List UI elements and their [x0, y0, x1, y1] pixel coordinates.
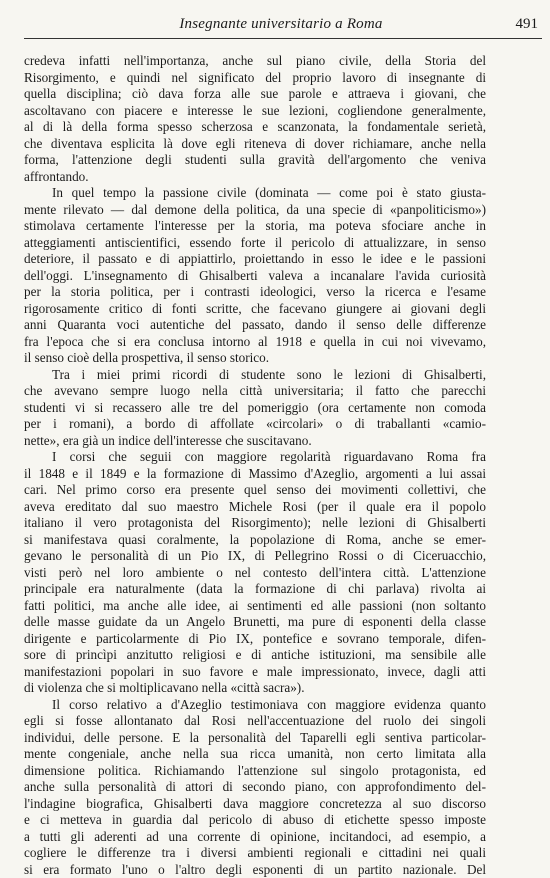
text-line: dirigente e particolarmente di Pio IX, pontefice e sovrano temporale, difen-	[24, 631, 486, 648]
text-line: sore di princìpi anzitutto religiosi e di antiche istituzioni, ma sensibile alle	[24, 647, 486, 664]
text-line: individui, delle persone. E la personalità del Taparelli egli sentiva particolar-	[24, 730, 486, 747]
running-title: Insegnante universitario a Roma	[24, 16, 538, 33]
text-line: atteggiamenti antiscientifici, essendo forte il pericolo di attualizzare, in senso	[24, 235, 486, 252]
text-line: italiano il vero protagonista del Risorgimento); nelle lezioni di Ghisalberti	[24, 515, 486, 532]
text-line: di violenza che si moltiplicavano nella «città sacra»).	[24, 680, 486, 697]
text-line: fatti politici, ma anche alle idee, ai sentimenti ed alle passioni (non soltanto	[24, 598, 486, 615]
paragraph	[24, 449, 486, 697]
text-line: e ci metteva in guardia dal pericolo di abuso di etichette spesso imposte	[24, 812, 486, 829]
text-line: delle masse guidate da un Angelo Brunetti, ma pure di esponenti della classe	[24, 614, 486, 631]
text-line: al di là della forma spesso scherzosa e scanzonata, la fondamentale serietà,	[24, 119, 486, 136]
text-line: visti però nel loro ambiente o nel contesto dell'intera città. L'attenzione	[24, 565, 486, 582]
text-line: il 1848 e il 1849 e la formazione di Massimo d'Azeglio, argomenti a lui assai	[24, 466, 486, 483]
text-line: Tra i miei primi ricordi di studente sono le lezioni di Ghisalberti,	[24, 367, 486, 384]
text-line: l'indagine biografica, Ghisalberti dava maggiore concretezza al suo discorso	[24, 796, 486, 813]
text-line: nette», era già un indice dell'interesse che suscitavano.	[24, 433, 486, 450]
paragraph	[24, 367, 486, 450]
text-line: principale era naturalmente (data la formazione di chi parlava) rivolta ai	[24, 581, 486, 598]
text-line: aveva ereditato dal suo maestro Michele Rosi (per il quale era il popolo	[24, 499, 486, 516]
paragraph	[24, 53, 486, 185]
text-line: anni Quaranta voci autentiche del passato, dando il senso delle differenze	[24, 317, 486, 334]
text-line: dell'oggi. L'insegnamento di Ghisalberti valeva a incanalare l'avida curiosità	[24, 268, 486, 285]
text-line: I corsi che seguii con maggiore regolarità riguardavano Roma fra	[24, 449, 486, 466]
text-line: ascoltavano con piacere e interesse le sue lezioni, cogliendone generalmente,	[24, 103, 486, 120]
text-line: fra l'epoca che si era conclusa intorno al 1918 e quella in cui noi vivevamo,	[24, 334, 486, 351]
text-line: credeva infatti nell'importanza, anche sul piano civile, della Storia del	[24, 53, 486, 70]
page-header	[24, 16, 538, 38]
text-line: In quel tempo la passione civile (dominata — come poi è stato giusta-	[24, 185, 486, 202]
text-line: rigorosamente critico di fonti scritte, che facevano giungere ai giovani degli	[24, 301, 486, 318]
text-line: che avevano sempre luogo nella città universitaria; il fatto che parecchi	[24, 383, 486, 400]
text-line: Il corso relativo a d'Azeglio testimoniava con maggiore evidenza quanto	[24, 697, 486, 714]
paragraph	[24, 697, 486, 878]
header-rule	[24, 38, 542, 39]
text-line: dimensione politica. Richiamando l'attenzione sul singolo protagonista, ed	[24, 763, 486, 780]
body-text	[24, 53, 486, 878]
text-line: mente congeniale, anche nella sua ricca umanità, non certo limitata alla	[24, 746, 486, 763]
text-line: per la storia politica, per i contrasti ideologici, verso la ricerca e l'esame	[24, 284, 486, 301]
text-line: quella disciplina; ciò dava forza alle sue parole e attraeva i giovani, che	[24, 86, 486, 103]
text-line: a tutti gli aderenti ad una corrente di opinione, incitandoci, ad esempio, a	[24, 829, 486, 846]
text-line: cogliere le differenze tra i diversi ambienti regionali e cittadini nei quali	[24, 845, 486, 862]
text-line: si era formato l'uno o l'altro degli esponenti di un partito nazionale. Del	[24, 862, 486, 878]
text-line: il senso cioè della prospettiva, il senso storico.	[24, 350, 486, 367]
page-number: 491	[516, 16, 539, 33]
text-line: deteriore, il passato e di appiattirlo, proiettando in esso le idee e le passioni	[24, 251, 486, 268]
text-line: manifestazioni popolari in suo favore e male impressionato, invece, dagli atti	[24, 664, 486, 681]
text-line: che diventava esplicita là dove egli riteneva di dover richiamare, anche nella	[24, 136, 486, 153]
text-line: anche sulla personalità di attori di secondo piano, con approfondimento del-	[24, 779, 486, 796]
text-line: affrontando.	[24, 169, 486, 186]
text-line: per i romani), a bordo di affollate «circolari» o di traballanti «camio-	[24, 416, 486, 433]
text-line: forma, l'attenzione degli studenti sulla gravità dell'argomento che veniva	[24, 152, 486, 169]
text-line: mente rilevato — dal demone della politica, da una specie di «panpoliticismo»)	[24, 202, 486, 219]
text-line: studenti vi si recassero alle tre del pomeriggio (ora certamente non comoda	[24, 400, 486, 417]
text-line: egli si fosse allontanato dal Rosi nell'accentuazione del ruolo dei singoli	[24, 713, 486, 730]
text-line: Risorgimento, e quindi nel significato del proprio lavoro di insegnante di	[24, 70, 486, 87]
text-line: stimolava certamente l'interesse per la storia, ma poteva sfociare anche in	[24, 218, 486, 235]
text-line: cari. Nel primo corso era presente quel senso dei movimenti collettivi, che	[24, 482, 486, 499]
paragraph	[24, 185, 486, 367]
text-line: si manifestava quasi coralmente, la popolazione di Roma, anche se emer-	[24, 532, 486, 549]
text-line: gevano le personalità di un Pio IX, di Pellegrino Rossi o di Ciceruacchio,	[24, 548, 486, 565]
